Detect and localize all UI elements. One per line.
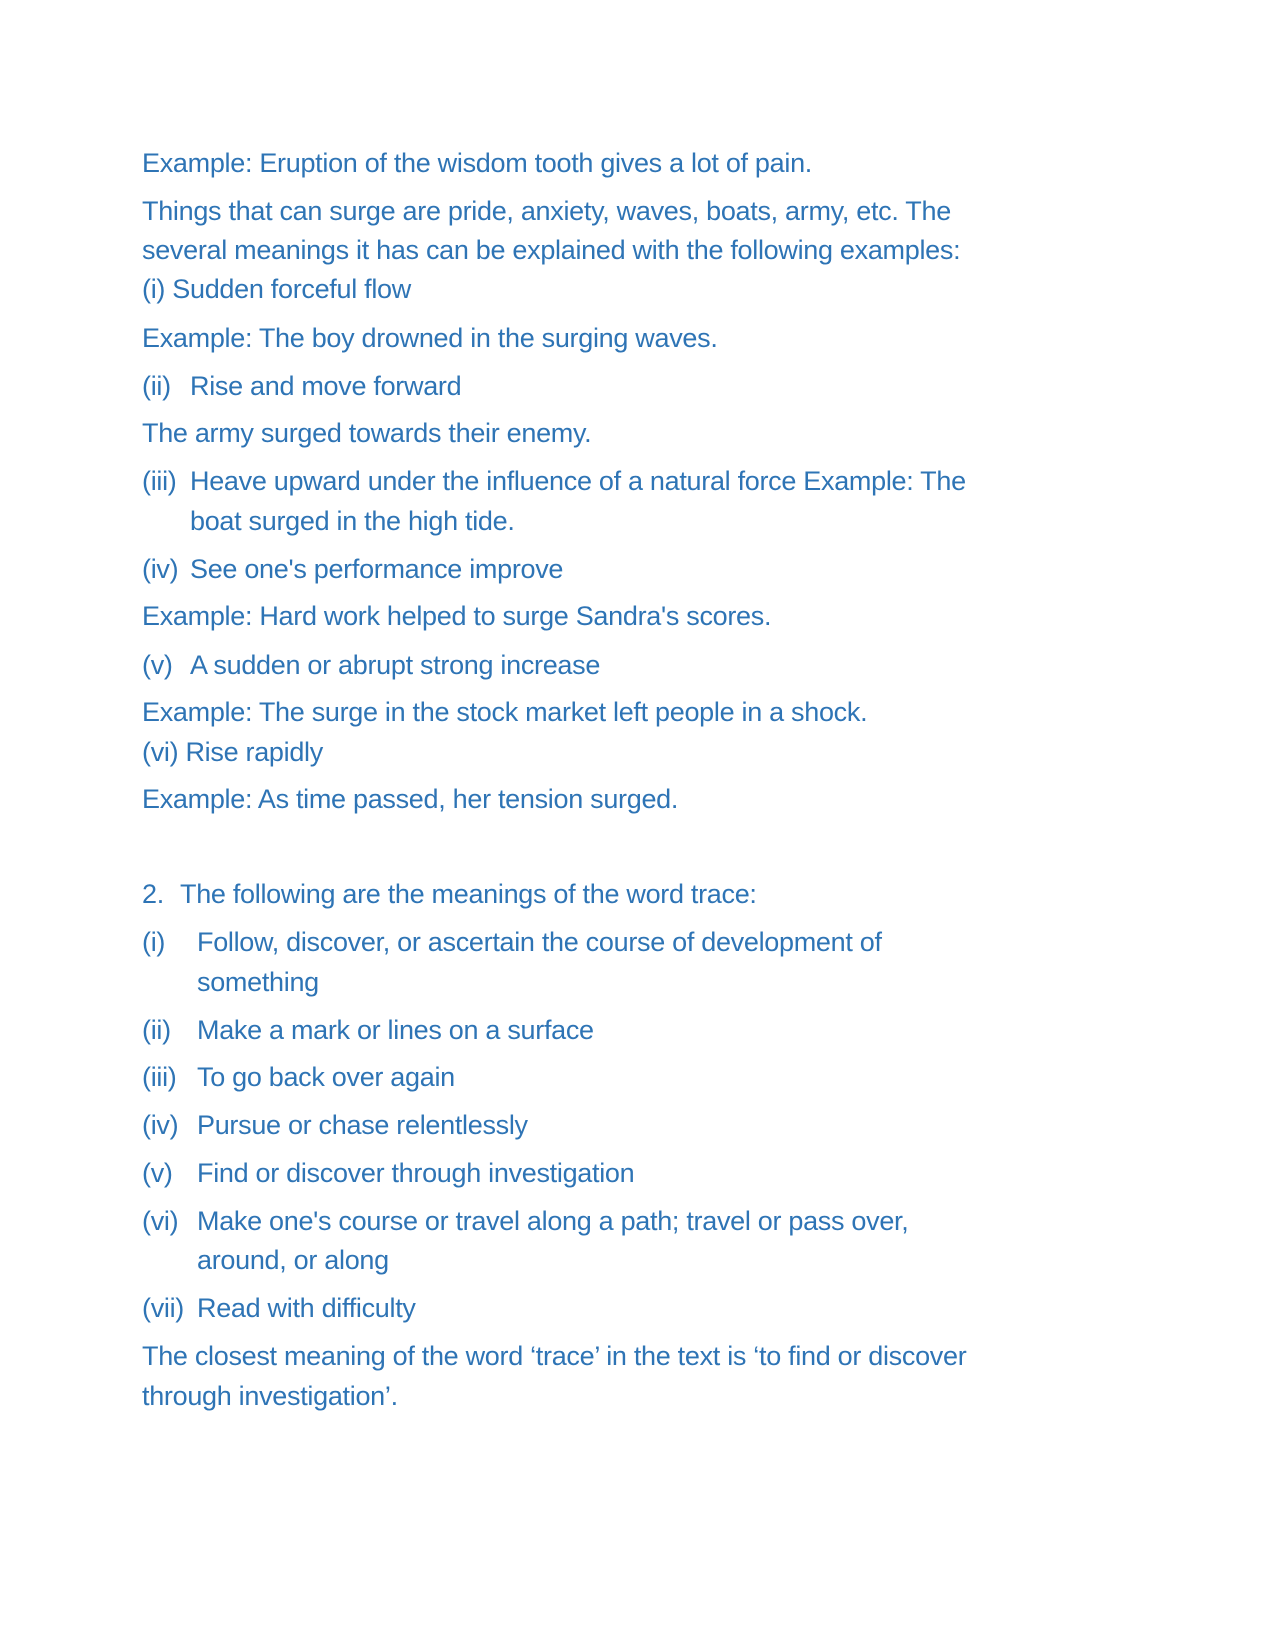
surge-meaning-ii-text: Rise and move forward	[190, 371, 462, 401]
section2-heading: The following are the meanings of the word trace:	[180, 879, 757, 909]
trace-meaning-iv-num: (iv)	[142, 1110, 179, 1140]
trace-meaning-vii-text: Read with difficulty	[197, 1293, 416, 1323]
trace-meaning-v-num: (v)	[142, 1158, 173, 1188]
example-wisdom-tooth: Example: Eruption of the wisdom tooth gives a lot of pain.	[142, 148, 812, 178]
surge-meaning-iv-num: (iv)	[142, 554, 179, 584]
surge-meaning-ii-num: (ii)	[142, 371, 171, 401]
surge-example-vi: Example: As time passed, her tension surged.	[142, 784, 679, 814]
surge-meaning-iv-text: See one's performance improve	[190, 554, 564, 584]
conclusion-line2: through investigation’.	[142, 1381, 398, 1411]
surge-example-ii: The army surged towards their enemy.	[142, 418, 592, 448]
surge-example-i: Example: The boy drowned in the surging waves.	[142, 323, 718, 353]
trace-meaning-vi-line1: Make one's course or travel along a path; travel or pass over,	[197, 1206, 909, 1236]
trace-meaning-iv-text: Pursue or chase relentlessly	[197, 1110, 528, 1140]
surge-meaning-v-num: (v)	[142, 650, 173, 680]
trace-meaning-i-num: (i)	[142, 927, 166, 957]
trace-meaning-ii-text: Make a mark or lines on a surface	[197, 1015, 594, 1045]
surge-intro-line2: several meanings it has can be explained with the following examples:	[142, 235, 961, 265]
trace-meaning-iii-text: To go back over again	[197, 1062, 455, 1092]
surge-meaning-iii-num: (iii)	[142, 466, 177, 496]
trace-meaning-v-text: Find or discover through investigation	[197, 1158, 635, 1188]
trace-meaning-i-line1: Follow, discover, or ascertain the course of development of	[197, 927, 882, 957]
surge-meaning-iii-line2: boat surged in the high tide.	[190, 506, 515, 536]
surge-example-iv: Example: Hard work helped to surge Sandra's scores.	[142, 601, 772, 631]
surge-example-v: Example: The surge in the stock market left people in a shock.	[142, 697, 868, 727]
trace-meaning-iii-num: (iii)	[142, 1062, 177, 1092]
trace-meaning-ii-num: (ii)	[142, 1015, 171, 1045]
trace-meaning-vi-line2: around, or along	[197, 1245, 389, 1275]
surge-meaning-vi: (vi) Rise rapidly	[142, 737, 323, 767]
section2-number: 2.	[142, 879, 164, 909]
conclusion-line1: The closest meaning of the word ‘trace’ in the text is ‘to find or discover	[142, 1341, 967, 1371]
surge-meaning-v-text: A sudden or abrupt strong increase	[190, 650, 601, 680]
surge-intro-line1: Things that can surge are pride, anxiety, waves, boats, army, etc. The	[142, 196, 951, 226]
trace-meaning-i-line2: something	[197, 967, 319, 997]
surge-meaning-iii-line1: Heave upward under the influence of a natural force Example: The	[190, 466, 966, 496]
trace-meaning-vi-num: (vi)	[142, 1206, 179, 1236]
surge-meaning-i: (i) Sudden forceful flow	[142, 274, 411, 304]
trace-meaning-vii-num: (vii)	[142, 1293, 184, 1323]
